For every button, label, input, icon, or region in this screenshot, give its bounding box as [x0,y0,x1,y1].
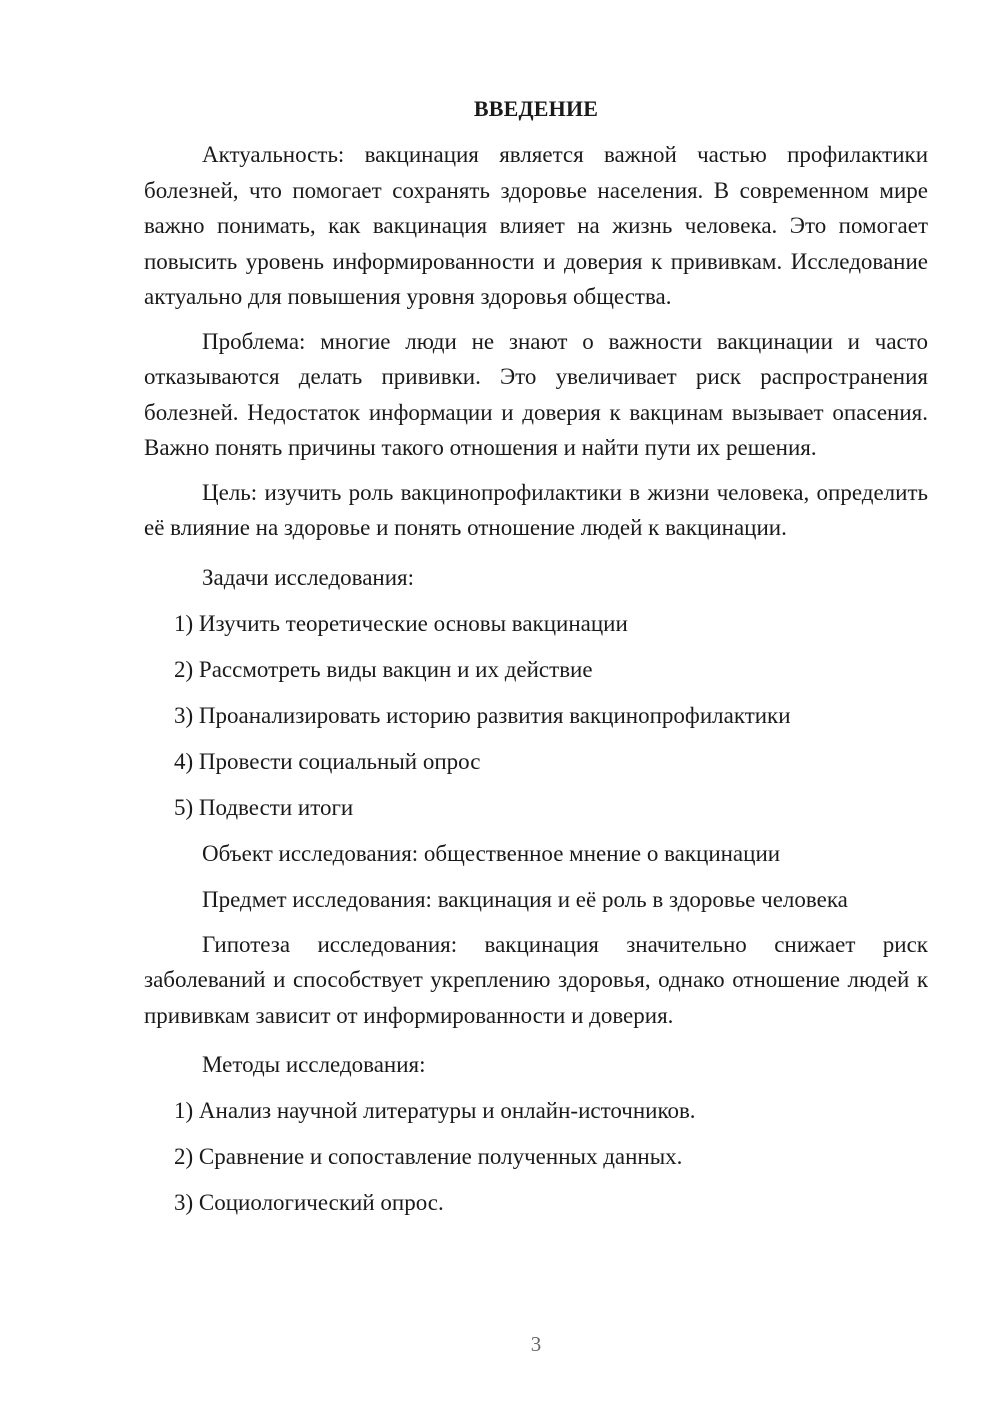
list-item: 3) Социологический опрос. [174,1190,444,1215]
research-object: Объект исследования: общественное мнение о вакцинации [202,840,781,866]
list-item: 1) Изучить теоретические основы вакцинации [174,610,628,636]
hypothesis-paragraph: Гипотеза исследования: вакцинация значительно снижает риск заболеваний и способствует укреплению здоровья, однако отношение людей к прививкам зависит от информированности и доверия. [144,931,928,1028]
list-item: 1) Анализ научной литературы и онлайн-источников. [174,1098,696,1123]
tasks-heading: Задачи исследования: [202,564,415,590]
relevance-paragraph: Актуальность: вакцинация является важной частью профилактики болезней, что помогает сохранять здоровье населения. В современном мире важно понимать, как вакцинация влияет на жизнь человека. Это помогает повысить уровень информированности и доверия к прививкам. Исследование актуально для повышения уровня здоровья общества. [144,142,928,309]
page-title: ВВЕДЕНИЕ [473,96,599,121]
page-number: 3 [530,1332,542,1356]
tasks-list [144,601,928,831]
goal-paragraph: Цель: изучить роль вакцинопрофилактики в жизни человека, определить её влияние на здоровье и понять отношение людей к вакцинации. [144,479,928,540]
list-item: 5) Подвести итоги [174,794,354,820]
list-item: 2) Сравнение и сопоставление полученных данных. [174,1144,683,1169]
problem-paragraph: Проблема: многие люди не знают о важности вакцинации и часто отказываются делать прививки. Это увеличивает риск распространения болезней. Недостаток информации и доверия к вакцинам вызывает опасения. Важно понять причины такого отношения и найти пути их решения. [144,328,928,460]
list-item: 3) Проанализировать историю развития вакцинопрофилактики [174,702,791,728]
page-content [144,94,928,1226]
methods-heading: Методы исследования: [202,1052,426,1077]
list-item: 2) Рассмотреть виды вакцин и их действие [174,656,593,682]
methods-list [144,1088,928,1226]
list-item: 4) Провести социальный опрос [174,748,481,774]
research-subject: Предмет исследования: вакцинация и её роль в здоровье человека [202,886,848,912]
